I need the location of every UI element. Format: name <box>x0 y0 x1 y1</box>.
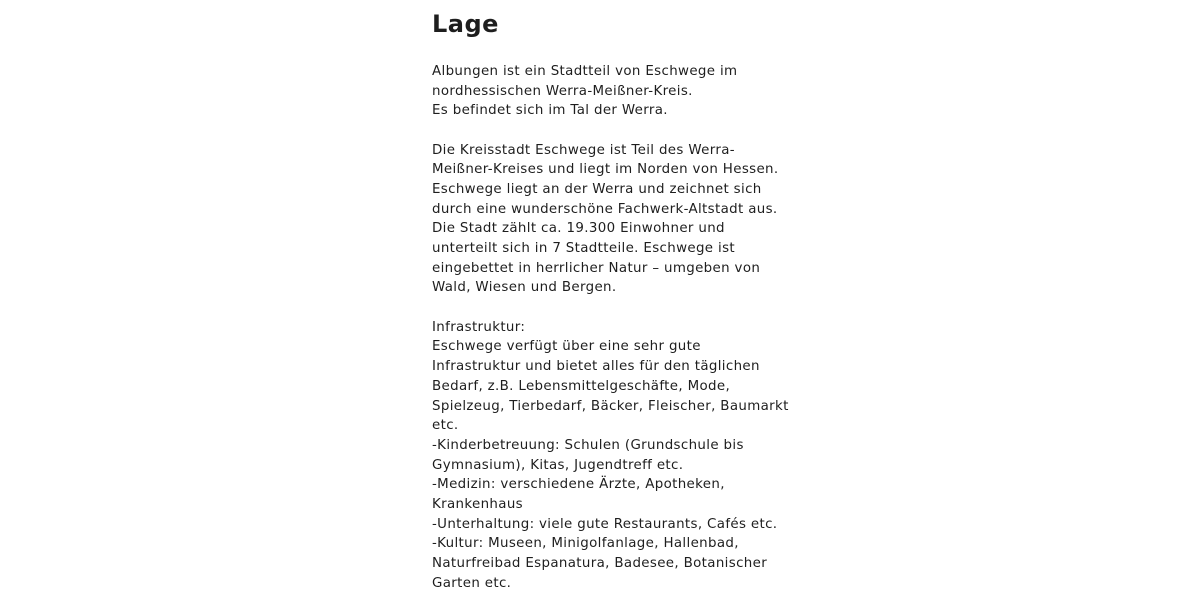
text-line: Garten etc. <box>432 575 512 591</box>
text-line: eingebettet in herrlicher Natur – umgeben von <box>432 260 761 276</box>
infrastructure-paragraph <box>432 318 789 594</box>
text-line: Wald, Wiesen und Bergen. <box>432 280 617 296</box>
text-line: -Kinderbetreuung: Schulen (Grundschule bis <box>432 437 744 453</box>
text-line: Infrastruktur: <box>432 319 526 335</box>
text-line: Gymnasium), Kitas, Jugendtreff etc. <box>432 457 684 473</box>
text-line: Bedarf, z.B. Lebensmittelgeschäfte, Mode, <box>432 378 731 394</box>
text-line: nordhessischen Werra-Meißner-Kreis. <box>432 83 693 99</box>
text-line: Die Stadt zählt ca. 19.300 Einwohner und <box>432 221 725 237</box>
text-line: etc. <box>432 418 459 434</box>
text-line: -Unterhaltung: viele gute Restaurants, Cafés etc. <box>432 516 778 532</box>
text-line: Eschwege verfügt über eine sehr gute <box>432 339 701 355</box>
text-line: durch eine wunderschöne Fachwerk-Altstadt aus. <box>432 201 778 217</box>
text-line: Naturfreibad Espanatura, Badesee, Botanischer <box>432 556 768 571</box>
text-line: Die Kreisstadt Eschwege ist Teil des Werra- <box>432 142 735 158</box>
intro-paragraph <box>432 62 742 121</box>
text-line: Krankenhaus <box>432 496 523 512</box>
text-line: Eschwege liegt an der Werra und zeichnet sich <box>432 182 762 198</box>
text-line: Albungen ist ein Stadtteil von Eschwege im <box>432 64 738 79</box>
text-line: -Kultur: Museen, Minigolfanlage, Hallenbad, <box>432 536 739 552</box>
town-description-paragraph <box>432 141 779 299</box>
text-line: Infrastruktur und bietet alles für den täglichen <box>432 359 760 375</box>
section-heading: Lage <box>432 10 499 38</box>
location-section <box>432 8 789 593</box>
text-line: Spielzeug, Tierbedarf, Bäcker, Fleischer, Baumarkt <box>432 398 789 414</box>
text-line: Es befindet sich im Tal der Werra. <box>432 103 668 119</box>
text-line: -Medizin: verschiedene Ärzte, Apotheken, <box>432 477 725 493</box>
text-line: Meißner-Kreises und liegt im Norden von Hessen. <box>432 162 779 178</box>
text-line: unterteilt sich in 7 Stadtteile. Eschwege ist <box>432 241 736 257</box>
